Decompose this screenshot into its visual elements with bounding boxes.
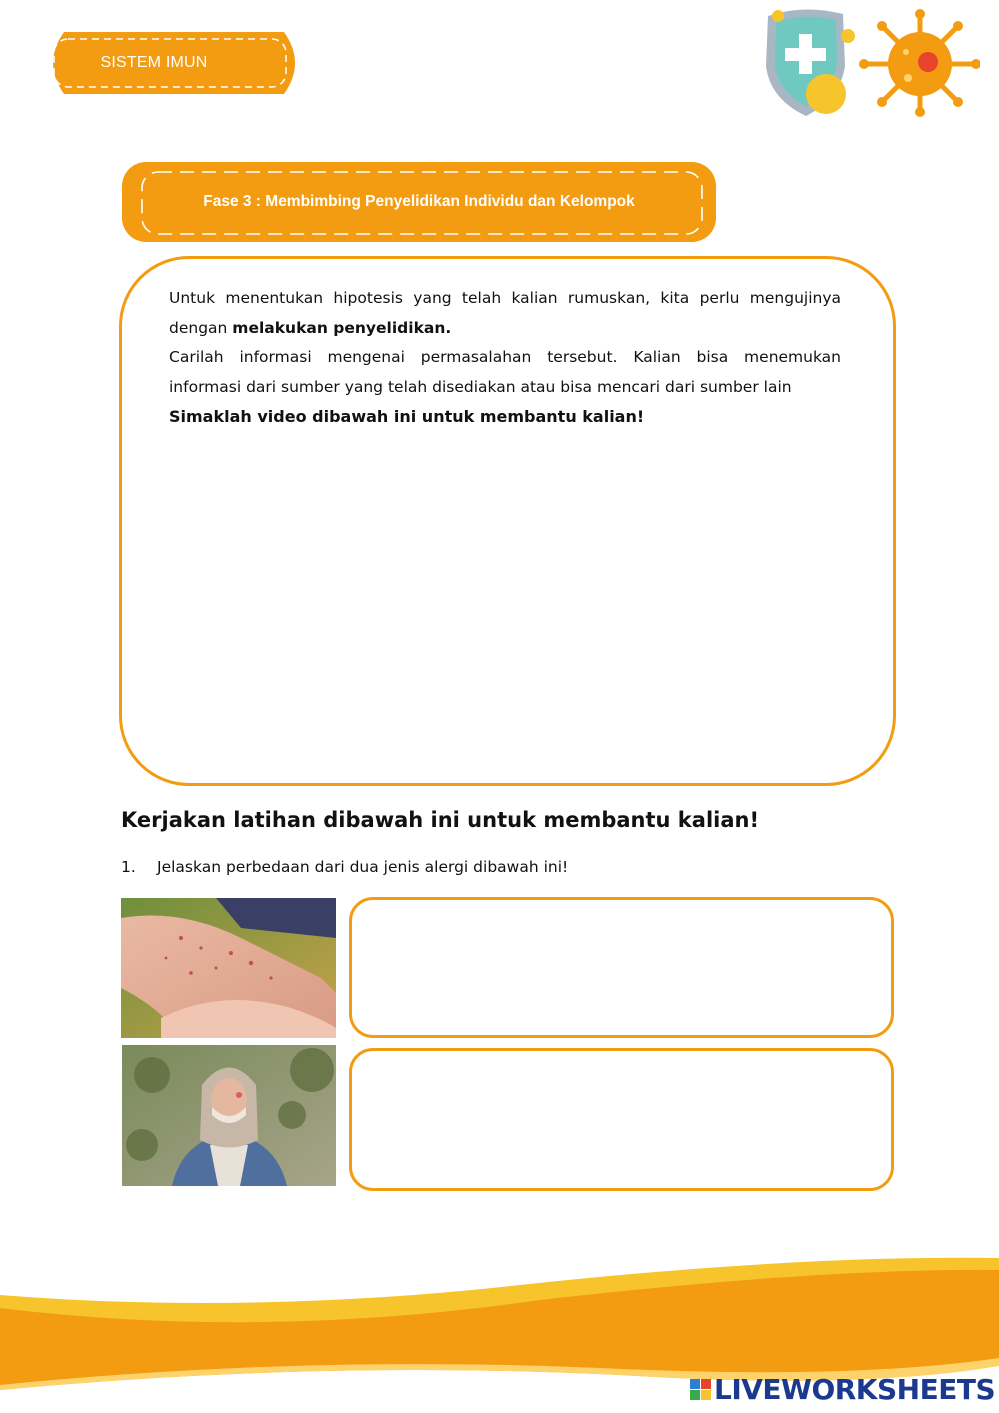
liveworksheets-logo-icon xyxy=(690,1379,711,1400)
answer-box-2[interactable] xyxy=(349,1048,894,1191)
info-paragraph-1 xyxy=(169,284,841,343)
shield-plus-icon xyxy=(766,9,855,116)
header-decoration xyxy=(748,4,980,122)
topic-tag xyxy=(44,32,304,94)
phase-label: Fase 3 : Membimbing Penyelidikan Individu dan Kelompok xyxy=(203,193,635,210)
liveworksheets-brand[interactable] xyxy=(690,1369,995,1409)
info-paragraph-1-text: Untuk menentukan hipotesis yang telah kalian rumuskan, kita perlu mengujinya dengan xyxy=(169,289,841,337)
sneezing-woman-photo xyxy=(122,1045,336,1186)
answer-box-1[interactable] xyxy=(349,897,894,1038)
question-1 xyxy=(121,858,568,876)
info-text xyxy=(169,284,841,432)
exercise-heading: Kerjakan latihan dibawah ini untuk membantu kalian! xyxy=(121,808,760,832)
info-paragraph-2: Carilah informasi mengenai permasalahan tersebut. Kalian bisa menemukan informasi dari sumber yang telah disediakan atau bisa mencari dari sumber lain xyxy=(169,348,841,396)
question-1-text: Jelaskan perbedaan dari dua jenis alergi dibawah ini! xyxy=(157,858,569,876)
topic-label: SISTEM IMUN xyxy=(100,54,208,71)
virus-icon xyxy=(859,9,980,117)
skin-rash-photo xyxy=(121,898,336,1038)
info-paragraph-3: Simaklah video dibawah ini untuk membantu kalian! xyxy=(169,407,645,426)
info-paragraph-1-bold: melakukan penyelidikan. xyxy=(232,318,452,337)
brand-wordmark: LIVEWORKSHEETS xyxy=(714,1372,996,1406)
question-1-number: 1. xyxy=(121,858,136,876)
phase-tag xyxy=(122,162,716,242)
